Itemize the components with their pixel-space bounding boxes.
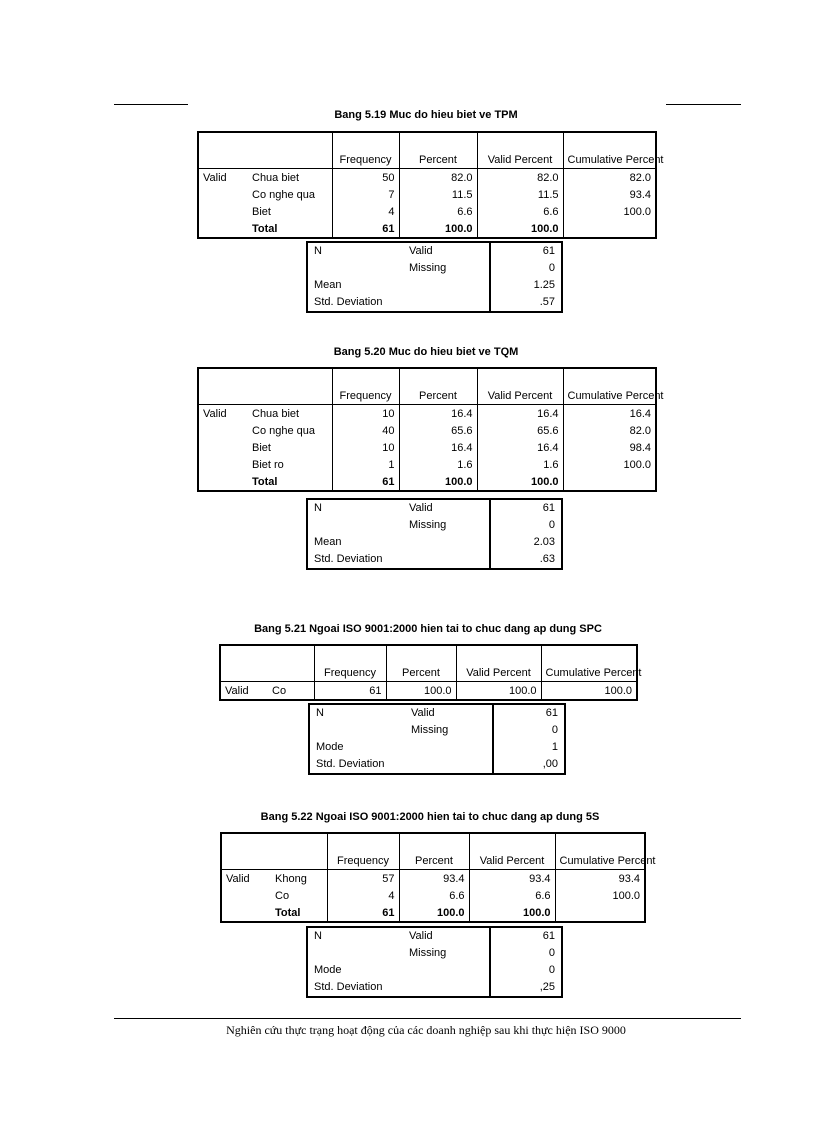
cell-percent: 16.4: [399, 405, 477, 423]
stat-missing-label: Missing: [409, 947, 447, 959]
stat-sd-value: .57: [490, 294, 562, 312]
stat-sd-value: .63: [490, 551, 562, 569]
table-row: [198, 186, 656, 203]
stat-missing-value: 0: [490, 945, 562, 962]
header-percent: Percent: [399, 833, 469, 870]
stat-n-label: N: [316, 707, 324, 719]
header-rule-right: [666, 104, 741, 105]
stat-mode-label: Mode: [314, 964, 342, 976]
cell-percent: 93.4: [399, 870, 469, 888]
statistics-table: [306, 241, 563, 313]
cell-cumulative: 100.0: [563, 203, 656, 220]
header-cumulative-percent: Cumulative Percent: [541, 645, 637, 682]
stat-mean-label: Mean: [314, 536, 342, 548]
stat-valid-label: Valid: [409, 245, 433, 257]
row-label: Co nghe qua: [248, 422, 332, 439]
header-frequency: Frequency: [327, 833, 399, 870]
cell-percent: 65.6: [399, 422, 477, 439]
cell-frequency: 4: [332, 203, 399, 220]
stat-sd-label: Std. Deviation: [314, 981, 383, 993]
header-percent: Percent: [399, 368, 477, 405]
table-title: Bang 5.21 Ngoai ISO 9001:2000 hien tai to chuc dang ap dung SPC: [254, 623, 602, 635]
header-rule-left: [114, 104, 188, 105]
stat-valid-value: 61: [493, 704, 565, 722]
table-row: [198, 405, 656, 423]
row-label: Biet: [248, 439, 332, 456]
total-row: [221, 904, 645, 922]
table-title: Bang 5.20 Muc do hieu biet ve TQM: [333, 346, 519, 358]
cell-percent: 6.6: [399, 887, 469, 904]
stat-sd-value: ,25: [490, 979, 562, 997]
header-cumulative-percent: Cumulative Percent: [555, 833, 645, 870]
total-frequency: 61: [327, 904, 399, 922]
cell-cumulative: 100.0: [541, 682, 637, 701]
stat-sd-label: Std. Deviation: [316, 758, 385, 770]
cell-valid-percent: 82.0: [477, 169, 563, 187]
header-valid-percent: Valid Percent: [477, 368, 563, 405]
total-label: Total: [248, 473, 332, 491]
stat-missing-value: 0: [490, 517, 562, 534]
cell-cumulative: 98.4: [563, 439, 656, 456]
total-frequency: 61: [332, 220, 399, 238]
table-row: [198, 439, 656, 456]
cell-cumulative: 93.4: [563, 186, 656, 203]
cell-percent: 100.0: [386, 682, 456, 701]
total-percent: 100.0: [399, 473, 477, 491]
stat-missing-label: Missing: [409, 262, 447, 274]
total-percent: 100.0: [399, 904, 469, 922]
statistics-table: [308, 703, 566, 775]
stat-sd-label: Std. Deviation: [314, 296, 383, 308]
cell-frequency: 10: [332, 405, 399, 423]
stat-n-label: N: [314, 930, 322, 942]
stat-mode-label: Mode: [316, 741, 344, 753]
table-row: [220, 682, 637, 701]
header-cumulative-percent: Cumulative Percent: [563, 368, 656, 405]
footer-rule: [114, 1018, 741, 1019]
cell-frequency: 57: [327, 870, 399, 888]
row-label: Biet ro: [248, 456, 332, 473]
stat-mean-value: 1.25: [490, 277, 562, 294]
cell-frequency: 50: [332, 169, 399, 187]
cell-valid-percent: 16.4: [477, 405, 563, 423]
table-title: Bang 5.22 Ngoai ISO 9001:2000 hien tai to chuc dang ap dung 5S: [260, 811, 600, 823]
row-label: Chua biet: [248, 169, 332, 187]
stat-missing-value: 0: [493, 722, 565, 739]
cell-valid-percent: 11.5: [477, 186, 563, 203]
frequency-table: [220, 832, 656, 923]
row-label: Biet: [248, 203, 332, 220]
table-row: [198, 203, 656, 220]
total-valid-percent: 100.0: [477, 473, 563, 491]
header-valid-percent: Valid Percent: [469, 833, 555, 870]
header-valid-percent: Valid Percent: [477, 132, 563, 169]
stat-valid-label: Valid: [409, 930, 433, 942]
stat-mean-value: 2.03: [490, 534, 562, 551]
total-valid-percent: 100.0: [469, 904, 555, 922]
row-label: Co: [271, 887, 327, 904]
group-label: Valid: [226, 872, 250, 885]
header-percent: Percent: [399, 132, 477, 169]
group-label: Valid: [203, 171, 227, 184]
stat-n-label: N: [314, 502, 322, 514]
stat-valid-value: 61: [490, 242, 562, 260]
cell-valid-percent: 100.0: [456, 682, 541, 701]
statistics-table: [306, 926, 563, 998]
group-label: Valid: [203, 407, 227, 420]
stat-missing-label: Missing: [409, 519, 447, 531]
stat-valid-value: 61: [490, 499, 562, 517]
header-frequency: Frequency: [314, 645, 386, 682]
total-frequency: 61: [332, 473, 399, 491]
total-percent: 100.0: [399, 220, 477, 238]
total-row: [198, 473, 656, 491]
stat-n-label: N: [314, 245, 322, 257]
total-valid-percent: 100.0: [477, 220, 563, 238]
cell-valid-percent: 1.6: [477, 456, 563, 473]
cell-percent: 16.4: [399, 439, 477, 456]
total-label: Total: [271, 904, 327, 922]
frequency-table: [197, 367, 664, 492]
row-label: Co: [268, 682, 314, 701]
table-row: [198, 422, 656, 439]
row-label: Khong: [271, 870, 327, 888]
page-footer: Nghiên cứu thực trạng hoạt động của các doanh nghiệp sau khi thực hiện ISO 9000: [226, 1023, 626, 1037]
total-label: Total: [248, 220, 332, 238]
cell-percent: 82.0: [399, 169, 477, 187]
stat-valid-label: Valid: [409, 502, 433, 514]
table-row: [221, 870, 645, 888]
cell-valid-percent: 93.4: [469, 870, 555, 888]
header-frequency: Frequency: [332, 132, 399, 169]
stat-mean-label: Mean: [314, 279, 342, 291]
row-label: Chua biet: [248, 405, 332, 423]
cell-valid-percent: 6.6: [477, 203, 563, 220]
stat-valid-value: 61: [490, 927, 562, 945]
cell-cumulative: 93.4: [555, 870, 645, 888]
cell-frequency: 10: [332, 439, 399, 456]
cell-frequency: 7: [332, 186, 399, 203]
group-label: Valid: [225, 684, 249, 697]
header-percent: Percent: [386, 645, 456, 682]
cell-cumulative: 100.0: [563, 456, 656, 473]
cell-cumulative: 82.0: [563, 169, 656, 187]
cell-valid-percent: 16.4: [477, 439, 563, 456]
stat-missing-value: 0: [490, 260, 562, 277]
header-frequency: Frequency: [332, 368, 399, 405]
cell-frequency: 40: [332, 422, 399, 439]
table-row: [221, 887, 645, 904]
cell-cumulative: 16.4: [563, 405, 656, 423]
cell-percent: 1.6: [399, 456, 477, 473]
cell-percent: 6.6: [399, 203, 477, 220]
cell-cumulative: 82.0: [563, 422, 656, 439]
table-row: [198, 456, 656, 473]
cell-valid-percent: 6.6: [469, 887, 555, 904]
stat-valid-label: Valid: [411, 707, 435, 719]
cell-percent: 11.5: [399, 186, 477, 203]
row-label: Co nghe qua: [248, 186, 332, 203]
stat-missing-label: Missing: [411, 724, 449, 736]
header-cumulative-percent: Cumulative Percent: [563, 132, 656, 169]
stat-mode-value: 0: [490, 962, 562, 979]
stat-mode-value: 1: [493, 739, 565, 756]
stat-sd-label: Std. Deviation: [314, 553, 383, 565]
stat-sd-value: ,00: [493, 756, 565, 774]
cell-frequency: 4: [327, 887, 399, 904]
table-title: Bang 5.19 Muc do hieu biet ve TPM: [334, 109, 518, 121]
frequency-table: [197, 131, 664, 239]
cell-frequency: 61: [314, 682, 386, 701]
statistics-table: [306, 498, 563, 570]
cell-valid-percent: 65.6: [477, 422, 563, 439]
frequency-table: [219, 644, 642, 701]
table-row: [198, 169, 656, 187]
header-valid-percent: Valid Percent: [456, 645, 541, 682]
cell-frequency: 1: [332, 456, 399, 473]
total-row: [198, 220, 656, 238]
cell-cumulative: 100.0: [555, 887, 645, 904]
